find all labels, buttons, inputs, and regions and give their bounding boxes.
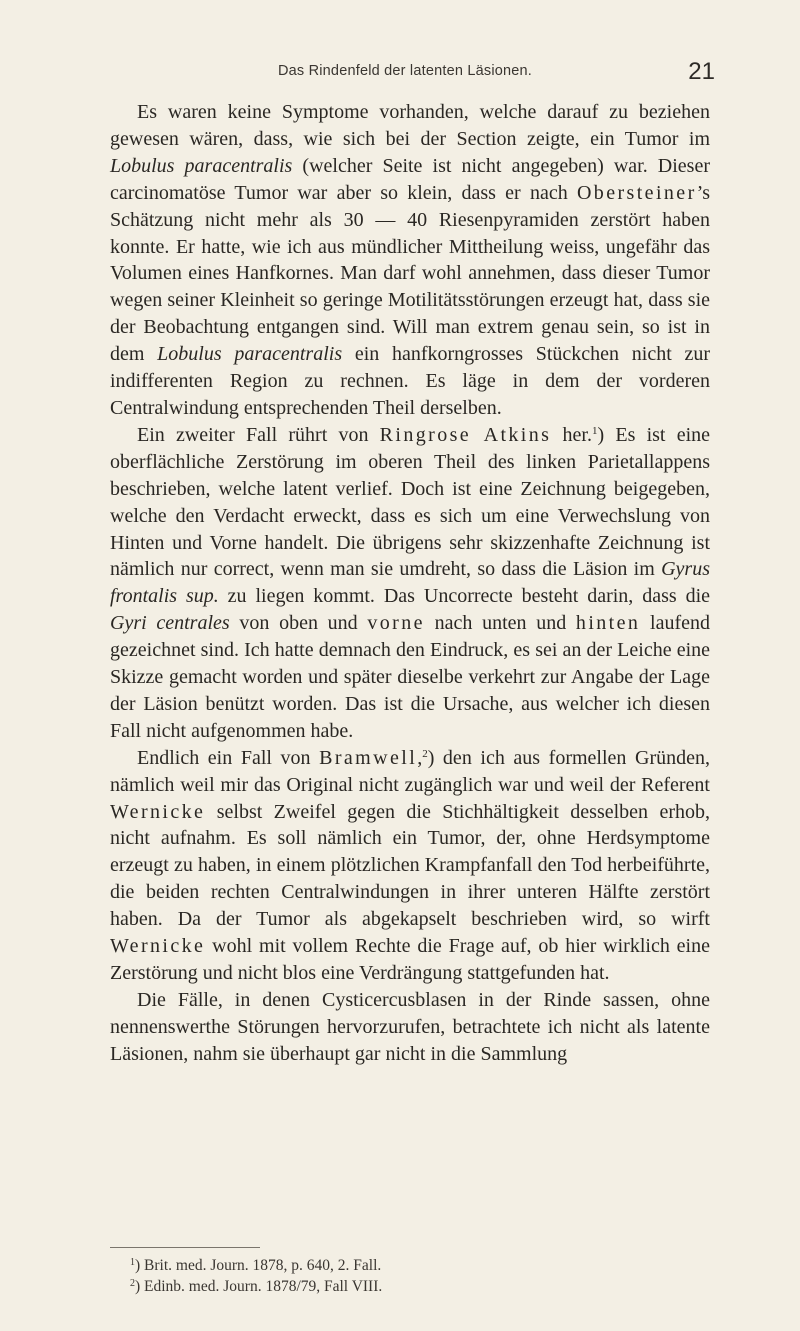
italic-term: Lobulus paracentralis (157, 343, 343, 366)
author-name: Wernicke (110, 935, 206, 958)
paragraph-4 (110, 987, 710, 1068)
paragraph-2-text: ) Es ist eine oberflächliche Zerstörung im oberen Theil des linken Parietallappens beschrieben, welche latent verlief. Doch ist eine Zeichnung beigegeben, welche den Verdacht erweckt, dass es sich um eine Verwechslung von Hinten und Vorne handelt. Die übrigens sehr skizzenhafte Zeichnung ist nämlich nur correct, wenn man sie umdreht, so dass die Läsion im (110, 423, 710, 581)
paragraph-3-text: selbst Zweifel gegen die Stichhältigkeit desselben erhob, nicht aufnahm. Es soll nämlich ein Tumor, der, ohne Herdsymptome erzeugt zu haben, in einem plötzlichen Krampfanfall den Tod herbeiführte, die beiden rechten Centralwindungen in ihrer unteren Hälfte zerstört haben. Da der Tumor als abgekapselt beschrieben wird, so wirft (110, 800, 710, 931)
paragraph-2-text: laufend gezeichnet sind. Ich hatte demnach den Eindruck, es sei an der Leiche eine Skizze gemacht worden und später dieselbe verkehrt zur Angabe der Lage der Läsion benützt worden. Das ist die Ursache, aus welcher ich diesen Fall nicht aufgenommen habe. (110, 612, 710, 742)
paragraph-1-text: Es waren keine Symptome vorhanden, welche darauf zu beziehen gewesen wären, dass, wie sich bei der Section zeigte, ein Tumor im (110, 101, 710, 150)
paragraph-3-text: Endlich ein Fall von (137, 746, 320, 769)
footnote-mark: 1 (130, 1257, 135, 1268)
paragraph-2 (110, 422, 710, 745)
footnote-reference: 2 (422, 747, 428, 760)
paragraph-2-text: nach unten und (424, 612, 576, 635)
paragraph-2-text: zu liegen kommt. Das Uncorrecte besteht darin, dass die (218, 585, 711, 608)
footnote-divider (110, 1247, 260, 1248)
paragraph-3 (110, 745, 710, 987)
footnote-mark: 2 (130, 1278, 135, 1289)
footnote (130, 1255, 710, 1276)
paragraph-3-text: ) den ich aus formellen Gründen, nämlich weil mir das Original nicht zugänglich war und weil der Referent (110, 746, 710, 796)
paragraph-3-text: wohl mit vollem Rechte die Frage auf, ob hier wirklich eine Zerstörung und nicht blos eine Verdrängung stattgefunden hat. (110, 935, 710, 984)
paragraph-1 (110, 99, 710, 422)
paragraph-4-text: Die Fälle, in denen Cysticercusblasen in der Rinde sassen, ohne nennenswerthe Störungen hervorzurufen, betrachtete ich nicht als latente Läsionen, nahm sie überhaupt gar nicht in die Sammlung (110, 988, 710, 1065)
author-name: Obersteiner (576, 181, 697, 204)
italic-term: Gyri centrales (110, 612, 230, 635)
author-name: Ringrose Atkins (379, 423, 552, 446)
paragraph-1-text: (welcher Seite ist nicht angegeben) war. Dieser carcinomatöse Tumor war aber so klein, dass er nach (110, 154, 710, 204)
footnote-reference: 1 (592, 424, 598, 437)
body-text (110, 99, 710, 1068)
paragraph-2-text: Ein zweiter Fall rührt von (137, 423, 380, 446)
paragraph-3-text: , (417, 746, 423, 769)
emphasized-word: vorne (367, 612, 425, 635)
italic-term: Lobulus paracentralis (110, 154, 293, 177)
author-name: Wernicke (110, 800, 206, 823)
footnote-text: ) Edinb. med. Journ. 1878/79, Fall VIII. (135, 1278, 383, 1295)
running-header (95, 60, 715, 90)
author-name: Bramwell (319, 746, 418, 769)
paragraph-1-text: ’s Schätzung nicht mehr als 30 — 40 Riesenpyramiden zerstört haben konnte. Er hatte, wie ich aus mündlicher Mittheilung weiss, ungefähr das Volumen eines Hanfkornes. Man darf wohl annehmen, dass dieser Tumor wegen seiner Kleinheit so geringe Motilitätsstörungen erzeugt hat, dass sie der Beobachtung entgangen sind. Will man extrem genau sein, so ist in dem (110, 181, 710, 366)
paragraph-2-text: her. (551, 423, 592, 446)
page-number: 21 (688, 58, 715, 85)
running-title: Das Rindenfeld der latenten Läsionen. (277, 63, 533, 79)
paragraph-2-text: von oben und (229, 612, 368, 635)
footnote (130, 1276, 710, 1297)
footnote-text: ) Brit. med. Journ. 1878, p. 640, 2. Fall. (135, 1257, 382, 1274)
footnotes (130, 1255, 710, 1297)
paragraph-1-text: ein hanfkorngrosses Stückchen nicht zur indifferenten Region zu rechnen. Es läge in dem der vorderen Centralwindung entsprechenden Theil derselben. (110, 343, 711, 419)
emphasized-word: hinten (575, 612, 641, 635)
italic-term: Gyrus frontalis sup. (110, 558, 710, 608)
